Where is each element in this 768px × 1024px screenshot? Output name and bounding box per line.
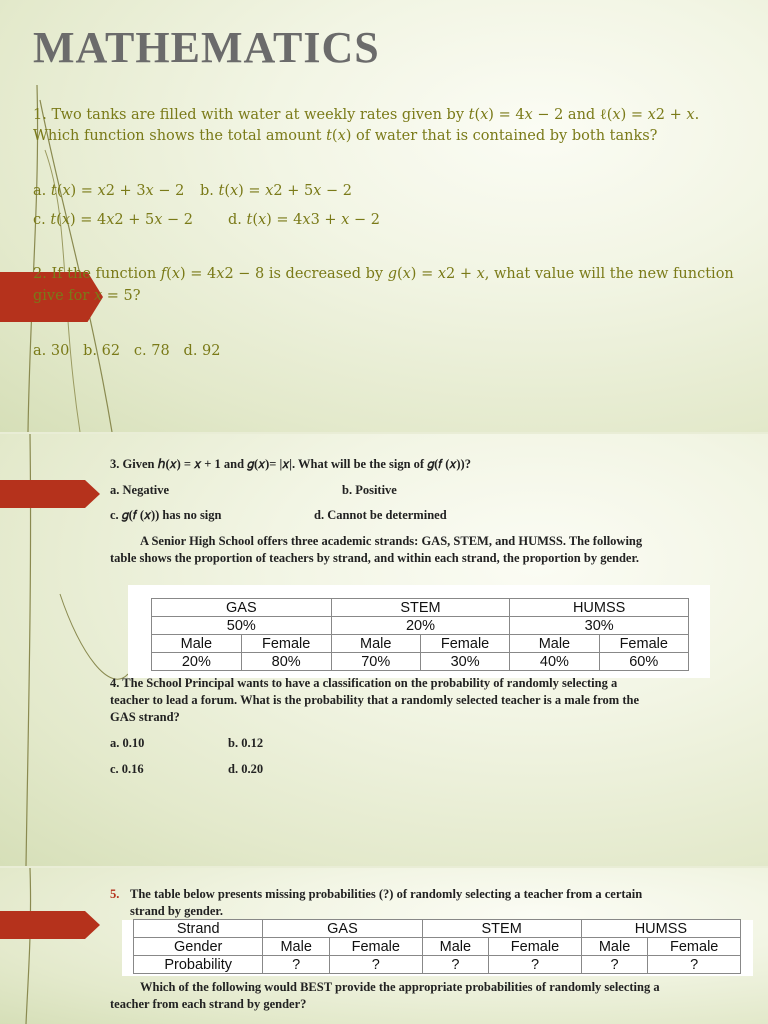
table-cell: Male — [422, 938, 489, 956]
q1-option-b: b. 𝑡(𝑥) = 𝑥2 + 5𝑥 − 2 — [200, 183, 352, 199]
slide-1 — [0, 0, 768, 432]
table-cell: ? — [489, 956, 582, 974]
q4-option-b: b. 0.12 — [228, 736, 264, 750]
table-cell: 50% — [152, 617, 332, 635]
q5-line-2: strand by gender. — [130, 904, 223, 918]
page-title: MATHEMATICS — [33, 23, 380, 72]
missing-probability-table — [133, 919, 741, 974]
q1-option-a: a. 𝑡(𝑥) = 𝑥2 + 3𝑥 − 2 — [33, 183, 185, 199]
q2-line-1: 2. If the function 𝑓(𝑥) = 4𝑥2 − 8 is decreased by 𝑔(𝑥) = 𝑥2 + 𝑥, what value will the new function — [33, 266, 734, 282]
table-row-gender-pct — [152, 653, 689, 671]
table-row-probability — [134, 956, 741, 974]
table-cell: GAS — [152, 599, 332, 617]
slide-3 — [0, 868, 768, 1024]
table-cell: ? — [581, 956, 648, 974]
q1-line-1: 1. Two tanks are filled with water at weekly rates given by 𝑡(𝑥) = 4𝑥 − 2 and ℓ(𝑥) = 𝑥2 + 𝑥. — [33, 107, 700, 123]
table-cell: HUMSS — [510, 599, 689, 617]
table-cell: Probability — [134, 956, 263, 974]
table-cell: Male — [263, 938, 330, 956]
red-tab-marker — [0, 480, 100, 508]
table-cell: 30% — [420, 653, 509, 671]
strand-proportion-table — [151, 598, 689, 671]
q1-option-d: d. 𝑡(𝑥) = 4𝑥3 + 𝑥 − 2 — [228, 212, 380, 228]
q2-options: a. 30 b. 62 c. 78 d. 92 — [33, 343, 221, 359]
q4-line-1: 4. The School Principal wants to have a classification on the probability of randomly selecting a — [110, 676, 618, 690]
q3-option-d: d. Cannot be determined — [314, 508, 447, 522]
table-row-strand-pct — [152, 617, 689, 635]
table-cell: STEM — [331, 599, 510, 617]
table-cell: Male — [510, 635, 599, 653]
q3-option-a: a. Negative — [110, 483, 170, 497]
q1-line-2: Which function shows the total amount 𝑡(𝑥) of water that is contained by both tanks? — [33, 128, 658, 144]
table-cell: ? — [422, 956, 489, 974]
table-cell: Female — [241, 635, 331, 653]
q3-option-c: c. 𝑔(𝑓 (𝑥)) has no sign — [110, 508, 222, 522]
q5-line-4: teacher from each strand by gender? — [110, 997, 307, 1011]
q4-option-d: d. 0.20 — [228, 762, 264, 776]
red-tab-marker — [0, 911, 100, 939]
table-cell: Female — [420, 635, 509, 653]
table-cell: Female — [330, 938, 423, 956]
q3-text: 3. Given ℎ(𝑥) = 𝑥 + 1 and 𝑔(𝑥)= |𝑥|. What will be the sign of 𝑔(𝑓 (𝑥))? — [110, 457, 471, 471]
q5-line-3: Which of the following would BEST provide the appropriate probabilities of randomly selecting a — [140, 980, 660, 994]
table-cell: Strand — [134, 920, 263, 938]
q3-option-b: b. Positive — [342, 483, 397, 497]
table-cell: ? — [648, 956, 741, 974]
table-cell: HUMSS — [581, 920, 740, 938]
table-cell: 70% — [331, 653, 420, 671]
table-cell: Female — [599, 635, 688, 653]
table-cell: STEM — [422, 920, 581, 938]
table-cell: 20% — [152, 653, 242, 671]
q2-line-2: give for 𝑥 = 5? — [33, 288, 141, 304]
table-cell: Female — [489, 938, 582, 956]
table-row-strand — [134, 920, 741, 938]
intro-line-1: A Senior High School offers three academic strands: GAS, STEM, and HUMSS. The following — [140, 534, 643, 548]
table-cell: Gender — [134, 938, 263, 956]
intro-line-2: table shows the proportion of teachers by strand, and within each strand, the proportion by gender. — [110, 551, 639, 565]
table-cell: Male — [152, 635, 242, 653]
q4-line-3: GAS strand? — [110, 710, 180, 724]
table-cell: 80% — [241, 653, 331, 671]
slide-2 — [0, 434, 768, 866]
q5-line-1: The table below presents missing probabilities (?) of randomly selecting a teacher from a certain — [130, 887, 643, 901]
table-row-gender — [134, 938, 741, 956]
q5-number: 5. — [110, 887, 120, 901]
table-cell: ? — [330, 956, 423, 974]
table-cell: Female — [648, 938, 741, 956]
table-cell: 20% — [331, 617, 510, 635]
table-cell: 60% — [599, 653, 688, 671]
table-row-strands — [152, 599, 689, 617]
table-cell: Male — [331, 635, 420, 653]
table-row-genders — [152, 635, 689, 653]
table-cell: 40% — [510, 653, 599, 671]
q4-option-a: a. 0.10 — [110, 736, 145, 750]
table-cell: 30% — [510, 617, 689, 635]
q1-option-c: c. 𝑡(𝑥) = 4𝑥2 + 5𝑥 − 2 — [33, 212, 194, 228]
table-cell: GAS — [263, 920, 422, 938]
q4-option-c: c. 0.16 — [110, 762, 144, 776]
q4-line-2: teacher to lead a forum. What is the probability that a randomly selected teacher is a male from the — [110, 693, 639, 707]
table-cell: Male — [581, 938, 648, 956]
table-cell: ? — [263, 956, 330, 974]
decorative-vines — [0, 868, 60, 1024]
